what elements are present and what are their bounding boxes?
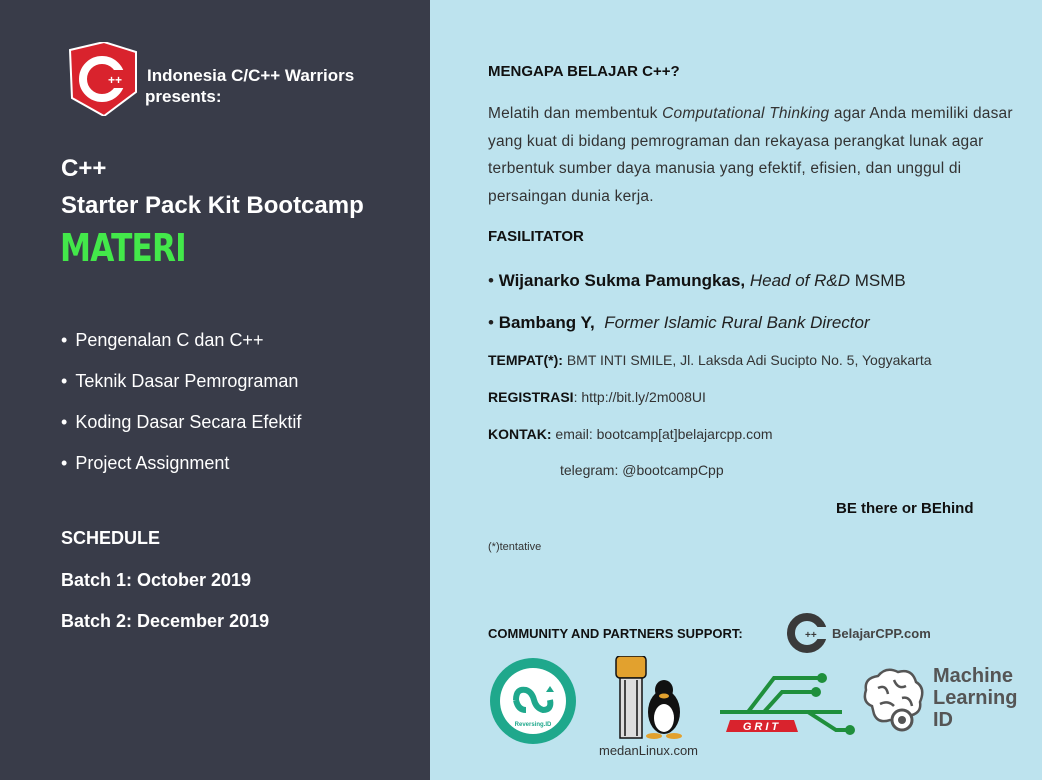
materi-item: • Pengenalan C dan C++ <box>61 320 301 361</box>
why-text-italic: Computational Thinking <box>662 105 830 122</box>
tagline: BE there or BEhind <box>836 500 974 517</box>
left-panel <box>0 0 430 780</box>
brain-gear-icon <box>858 666 930 738</box>
right-panel <box>430 0 1042 780</box>
organizer-name: Indonesia C/C++ Warriors <box>147 66 355 85</box>
organizer-text <box>147 65 354 107</box>
facilitator-name: Wijanarko Sukma Pamungkas, <box>498 271 746 290</box>
reversing-id-label: Reversing.ID <box>514 722 552 728</box>
kontak-email[interactable]: email: bootcamp[at]belajarcpp.com <box>555 426 773 442</box>
why-text-start: Melatih dan membentuk <box>488 105 663 122</box>
belajarcpp-logo-icon <box>786 612 828 654</box>
facilitator-org: MSMB <box>854 271 906 290</box>
why-paragraph <box>488 100 1018 210</box>
event-title <box>61 150 364 224</box>
materi-list <box>61 320 301 484</box>
registrasi-line <box>488 389 706 405</box>
svg-text:++: ++ <box>108 73 123 87</box>
schedule-heading: SCHEDULE <box>61 528 161 548</box>
facilitator-name: Bambang Y, <box>498 313 595 332</box>
belajarcpp-label: BelajarCPP.com <box>832 626 931 641</box>
kontak-line <box>488 426 773 442</box>
svg-text:++: ++ <box>805 630 817 641</box>
materi-item: • Teknik Dasar Pemrograman <box>61 361 301 402</box>
facilitator-item: • Wijanarko Sukma Pamungkas, Head of R&D MSMB <box>488 271 906 290</box>
registrasi-label: REGISTRASI <box>488 389 574 405</box>
medanlinux-logo <box>612 656 692 740</box>
ml-line3: ID <box>933 709 953 731</box>
title-line1: C++ <box>61 155 107 182</box>
batch-2: Batch 2: December 2019 <box>61 611 270 631</box>
cpp-shield-icon <box>64 42 138 116</box>
why-heading: MENGAPA BELAJAR C++? <box>488 63 680 80</box>
tempat-value: BMT INTI SMILE, Jl. Laksda Adi Sucipto No. 5, Yogyakarta <box>566 352 932 368</box>
registrasi-link[interactable]: : http://bit.ly/2m008UI <box>573 389 706 405</box>
ml-line2: Learning <box>933 687 1018 709</box>
tempat-label: TEMPAT(*): <box>488 352 563 368</box>
presents-label: presents: <box>145 87 222 106</box>
materi-item: • Koding Dasar Secara Efektif <box>61 402 301 443</box>
grit-logo <box>718 668 858 740</box>
kontak-telegram[interactable]: telegram: @bootcampCpp <box>560 462 724 478</box>
title-line2: Starter Pack Kit Bootcamp <box>61 192 364 219</box>
tempat-line <box>488 352 932 368</box>
medanlinux-label: medanLinux.com <box>599 743 698 758</box>
partners-heading: COMMUNITY AND PARTNERS SUPPORT: <box>488 626 743 641</box>
reversing-id-logo <box>488 656 578 746</box>
ml-line1: Machine <box>933 665 1014 687</box>
batch-1: Batch 1: October 2019 <box>61 570 252 590</box>
grit-label: GRIT <box>742 721 782 733</box>
facilitator-role: Former Islamic Rural Bank Director <box>604 313 870 332</box>
facilitator-heading: FASILITATOR <box>488 228 584 245</box>
facilitator-item: • Bambang Y, Former Islamic Rural Bank Director <box>488 313 870 332</box>
why-text-end: agar Anda memiliki dasar yang kuat di bidang pemrograman dan rekayasa perangkat lunak agar terbentuk sumber daya manusia yang efektif, efisien, dan unggul di persaingan dunia kerja. <box>488 105 1013 205</box>
tentative-note: (*)tentative <box>488 541 542 553</box>
materi-heading: MATERI <box>60 226 186 270</box>
facilitator-role: Head of R&D <box>749 271 851 290</box>
kontak-label: KONTAK: <box>488 426 552 442</box>
materi-item: • Project Assignment <box>61 443 301 484</box>
machine-learning-id-label <box>933 665 1017 731</box>
